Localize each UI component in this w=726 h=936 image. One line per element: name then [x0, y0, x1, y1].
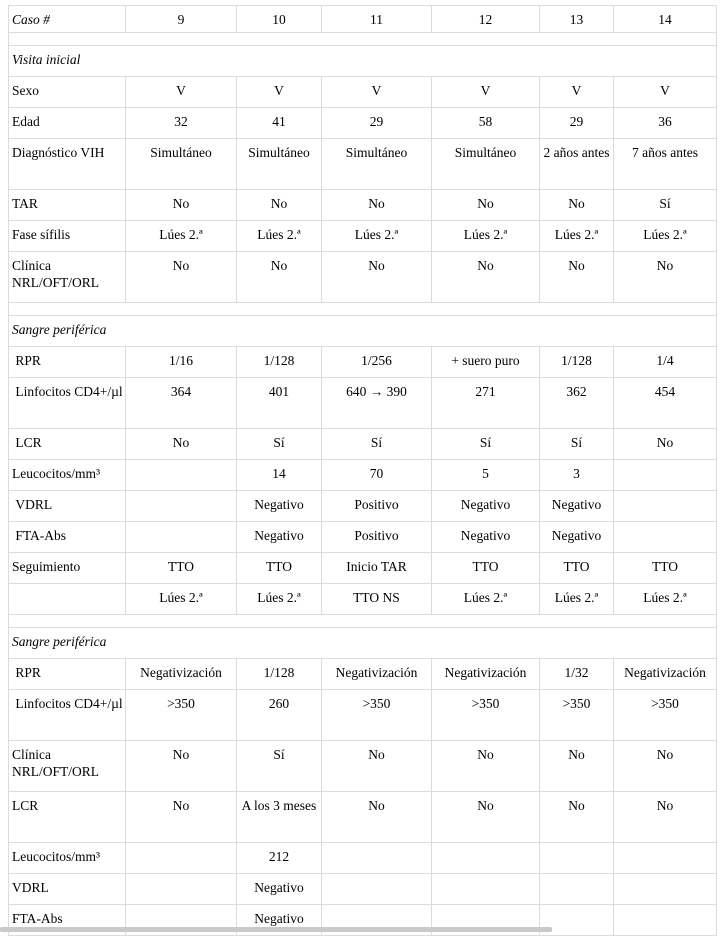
table-cell	[614, 842, 717, 873]
row-label: Clínica NRL/OFT/ORL	[9, 740, 126, 791]
table-cell: Negativo	[540, 490, 614, 521]
table-cell: Inicio TAR	[322, 552, 432, 583]
table-cell: 1/4	[614, 346, 717, 377]
table-body	[9, 6, 717, 936]
row-label: FTA-Abs	[9, 904, 126, 935]
table-cell: 212	[237, 842, 322, 873]
table-cell: No	[432, 189, 540, 220]
table-cell: No	[126, 251, 237, 302]
table-cell: 401	[237, 377, 322, 428]
table-row	[9, 521, 717, 552]
table-cell: No	[237, 251, 322, 302]
row-label: Linfocitos CD4+/µl	[9, 377, 126, 428]
table-cell: TTO	[126, 552, 237, 583]
table-cell: >350	[614, 689, 717, 740]
table-row	[9, 251, 717, 302]
section-row	[9, 315, 717, 346]
table-cell	[126, 873, 237, 904]
clinical-cases-table	[8, 5, 717, 936]
section-row	[9, 45, 717, 76]
table-cell: Lúes 2.ª	[614, 220, 717, 251]
table-cell: 1/16	[126, 346, 237, 377]
table-cell	[432, 842, 540, 873]
table-cell: 1/128	[540, 346, 614, 377]
horizontal-scrollbar-thumb[interactable]	[0, 927, 552, 932]
table-cell: V	[237, 76, 322, 107]
spacer-cell	[9, 614, 717, 627]
table-cell: 70	[322, 459, 432, 490]
spacer-cell	[9, 302, 717, 315]
row-label: TAR	[9, 189, 126, 220]
table-cell: No	[614, 251, 717, 302]
table-cell: No	[432, 251, 540, 302]
table-cell: Negativo	[540, 521, 614, 552]
table-cell	[432, 873, 540, 904]
table-cell: No	[322, 251, 432, 302]
table-row	[9, 220, 717, 251]
spacer-row	[9, 614, 717, 627]
table-cell: Negativo	[237, 873, 322, 904]
table-cell: 364	[126, 377, 237, 428]
row-label: VDRL	[9, 873, 126, 904]
row-label: Leucocitos/mm³	[9, 459, 126, 490]
table-cell: TTO	[540, 552, 614, 583]
table-cell: A los 3 meses	[237, 791, 322, 842]
table-row	[9, 658, 717, 689]
table-cell: Negativización	[322, 658, 432, 689]
table-cell: Positivo	[322, 490, 432, 521]
table-cell: 14	[614, 6, 717, 33]
row-label: RPR	[9, 658, 126, 689]
table-cell: No	[540, 189, 614, 220]
table-cell: 13	[540, 6, 614, 33]
table-row	[9, 490, 717, 521]
table-cell: No	[614, 428, 717, 459]
table-cell: 640 → 390	[322, 377, 432, 428]
spacer-cell	[9, 32, 717, 45]
row-label: Edad	[9, 107, 126, 138]
table-cell: >350	[322, 689, 432, 740]
table-cell: >350	[432, 689, 540, 740]
table-row	[9, 6, 717, 33]
table-cell: Lúes 2.ª	[322, 220, 432, 251]
table-row	[9, 740, 717, 791]
spacer-row	[9, 302, 717, 315]
spacer-row	[9, 32, 717, 45]
table-row	[9, 346, 717, 377]
table-cell: 260	[237, 689, 322, 740]
table-cell: 14	[237, 459, 322, 490]
table-cell: + suero puro	[432, 346, 540, 377]
table-cell: V	[126, 76, 237, 107]
table-row	[9, 138, 717, 189]
table-cell: 9	[126, 6, 237, 33]
table-cell: V	[322, 76, 432, 107]
section-label: Visita inicial	[9, 45, 717, 76]
table-cell: Negativo	[237, 490, 322, 521]
table-row	[9, 583, 717, 614]
table-cell: 454	[614, 377, 717, 428]
row-label: RPR	[9, 346, 126, 377]
table-cell	[540, 873, 614, 904]
table-cell: No	[540, 791, 614, 842]
table-cell: 3	[540, 459, 614, 490]
table-cell: V	[540, 76, 614, 107]
table-cell: Sí	[614, 189, 717, 220]
table-row	[9, 189, 717, 220]
table-cell	[614, 904, 717, 935]
table-row	[9, 377, 717, 428]
table-cell: V	[432, 76, 540, 107]
table-cell: Lúes 2.ª	[237, 583, 322, 614]
table-cell: No	[322, 740, 432, 791]
table-row	[9, 552, 717, 583]
table-row	[9, 107, 717, 138]
section-label: Sangre periférica	[9, 627, 717, 658]
row-label: LCR	[9, 791, 126, 842]
table-cell: >350	[540, 689, 614, 740]
table-row	[9, 791, 717, 842]
table-cell: No	[432, 740, 540, 791]
row-label: Diagnóstico VIH	[9, 138, 126, 189]
table-cell: Simultáneo	[126, 138, 237, 189]
table-cell	[614, 459, 717, 490]
table-cell: Lúes 2.ª	[540, 583, 614, 614]
row-label: LCR	[9, 428, 126, 459]
table-cell: 1/128	[237, 658, 322, 689]
table-cell: 36	[614, 107, 717, 138]
table-cell	[126, 842, 237, 873]
row-label: Caso #	[9, 6, 126, 33]
table-cell: 29	[322, 107, 432, 138]
table-cell: No	[126, 428, 237, 459]
section-label: Sangre periférica	[9, 315, 717, 346]
clinical-cases-table-container	[8, 5, 717, 936]
table-cell: 1/256	[322, 346, 432, 377]
table-cell: 2 años antes	[540, 138, 614, 189]
row-label: Leucocitos/mm³	[9, 842, 126, 873]
table-cell: 1/128	[237, 346, 322, 377]
table-cell	[126, 490, 237, 521]
table-cell: Positivo	[322, 521, 432, 552]
row-label: VDRL	[9, 490, 126, 521]
table-cell: Negativo	[432, 521, 540, 552]
table-cell: Sí	[540, 428, 614, 459]
table-cell: 29	[540, 107, 614, 138]
table-cell: TTO	[432, 552, 540, 583]
table-cell: Simultáneo	[322, 138, 432, 189]
table-cell	[126, 459, 237, 490]
table-cell: Simultáneo	[237, 138, 322, 189]
table-cell: TTO NS	[322, 583, 432, 614]
table-cell: Sí	[237, 740, 322, 791]
table-row	[9, 76, 717, 107]
table-cell: No	[126, 791, 237, 842]
table-cell	[614, 490, 717, 521]
table-row	[9, 873, 717, 904]
table-cell	[126, 521, 237, 552]
table-cell: No	[126, 740, 237, 791]
table-cell: Negativización	[126, 658, 237, 689]
table-row	[9, 459, 717, 490]
table-cell: Lúes 2.ª	[432, 220, 540, 251]
table-cell: 271	[432, 377, 540, 428]
table-cell: TTO	[614, 552, 717, 583]
table-cell: 32	[126, 107, 237, 138]
table-cell: >350	[126, 689, 237, 740]
row-label	[9, 583, 126, 614]
table-row	[9, 428, 717, 459]
row-label: Fase sífilis	[9, 220, 126, 251]
table-cell: 58	[432, 107, 540, 138]
table-cell: Sí	[432, 428, 540, 459]
table-cell: No	[126, 189, 237, 220]
table-cell: Negativo	[432, 490, 540, 521]
table-cell: No	[540, 740, 614, 791]
table-cell: Lúes 2.ª	[126, 583, 237, 614]
table-cell: No	[432, 791, 540, 842]
table-cell: 7 años antes	[614, 138, 717, 189]
row-label: Seguimiento	[9, 552, 126, 583]
table-cell: Negativo	[237, 904, 322, 935]
row-label: FTA-Abs	[9, 521, 126, 552]
table-row	[9, 689, 717, 740]
row-label: Linfocitos CD4+/µl	[9, 689, 126, 740]
table-cell: 1/32	[540, 658, 614, 689]
table-cell: 41	[237, 107, 322, 138]
table-cell	[322, 842, 432, 873]
row-label: Clínica NRL/OFT/ORL	[9, 251, 126, 302]
table-cell	[614, 521, 717, 552]
table-cell: 362	[540, 377, 614, 428]
row-label: Sexo	[9, 76, 126, 107]
table-cell: No	[614, 791, 717, 842]
table-cell: Lúes 2.ª	[540, 220, 614, 251]
table-cell: 5	[432, 459, 540, 490]
table-cell: TTO	[237, 552, 322, 583]
table-cell: No	[614, 740, 717, 791]
table-cell: 11	[322, 6, 432, 33]
table-cell: 10	[237, 6, 322, 33]
table-cell: Negativización	[614, 658, 717, 689]
table-cell: Sí	[237, 428, 322, 459]
table-cell: V	[614, 76, 717, 107]
table-row	[9, 842, 717, 873]
table-cell: Negativización	[432, 658, 540, 689]
table-cell: Lúes 2.ª	[126, 220, 237, 251]
table-cell: Sí	[322, 428, 432, 459]
table-cell	[540, 842, 614, 873]
table-cell: Lúes 2.ª	[432, 583, 540, 614]
table-cell: No	[322, 189, 432, 220]
table-cell: 12	[432, 6, 540, 33]
table-cell: No	[237, 189, 322, 220]
table-cell: Lúes 2.ª	[237, 220, 322, 251]
table-cell: Simultáneo	[432, 138, 540, 189]
table-cell: Lúes 2.ª	[614, 583, 717, 614]
section-row	[9, 627, 717, 658]
table-cell: No	[322, 791, 432, 842]
table-cell: Negativo	[237, 521, 322, 552]
table-cell	[322, 873, 432, 904]
table-cell	[614, 873, 717, 904]
table-cell: No	[540, 251, 614, 302]
